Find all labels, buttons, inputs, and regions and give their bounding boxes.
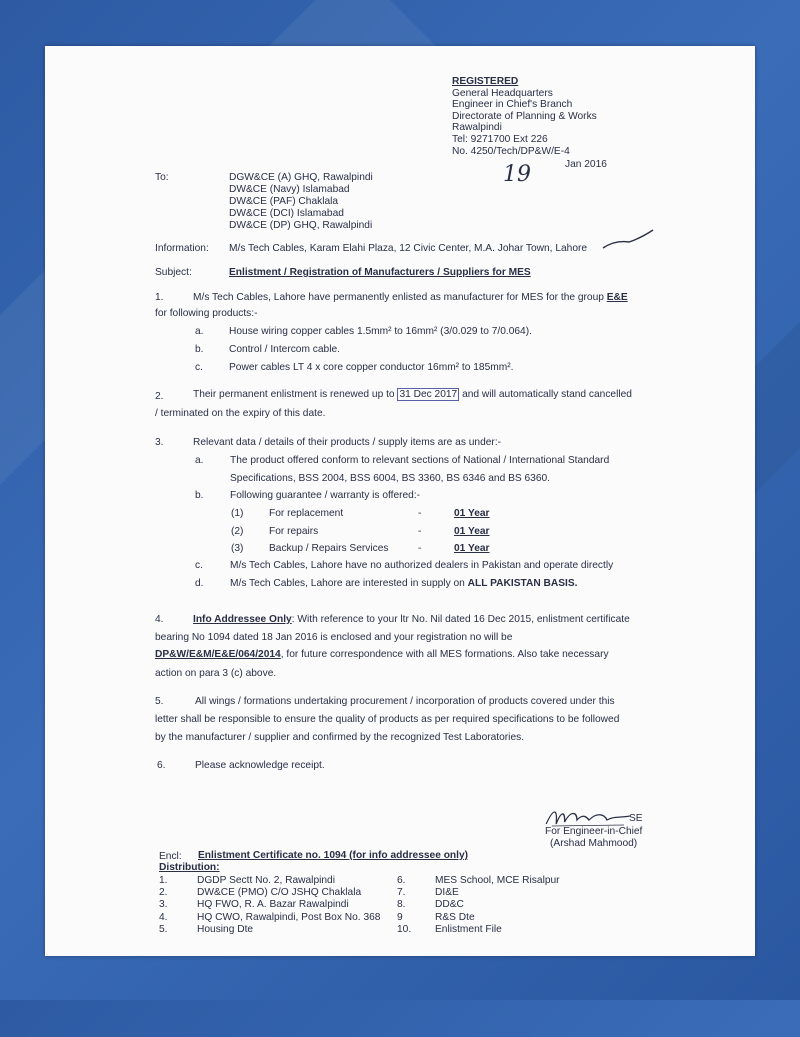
list-item: [159, 912, 380, 924]
list-marker: d.: [195, 578, 204, 589]
dist-text: DD&C: [435, 899, 464, 911]
signatory-for: For Engineer-in-Chief: [545, 826, 643, 837]
para4-line: [193, 614, 630, 626]
dist-text: DI&E: [435, 887, 459, 899]
signatory-name: (Arshad Mahmood): [550, 838, 638, 849]
dist-num: 9: [397, 911, 403, 923]
warranty-item: For replacement: [269, 508, 344, 519]
list-item: [159, 924, 380, 936]
recipient-line: DW&CE (Navy) Islamabad: [229, 184, 350, 195]
registration-number: DP&W/E&M/E&E/064/2014: [155, 649, 281, 660]
warranty-dash: -: [418, 508, 422, 519]
para2-text-c: / terminated on the expiry of this date.: [155, 408, 326, 419]
dist-num: 3.: [159, 899, 168, 911]
signatory-rank: SE: [629, 813, 643, 824]
expiry-date: 31 Dec 2017: [399, 389, 458, 400]
subject-label: Subject:: [155, 267, 192, 278]
dist-text: R&S Dte: [435, 911, 475, 923]
warranty-period: 01 Year: [454, 526, 490, 537]
dist-num: 8.: [397, 899, 406, 911]
dist-num: 10.: [397, 923, 412, 935]
dist-num: 1.: [159, 875, 168, 886]
para1-text-b: for following products:-: [155, 308, 258, 319]
dist-text: MES School, MCE Risalpur: [435, 875, 560, 886]
para1-text-a: M/s Tech Cables, Lahore have permanently enlisted as manufacturer for MES for the group: [193, 292, 604, 303]
warranty-dash: -: [418, 526, 422, 537]
information-text: M/s Tech Cables, Karam Elahi Plaza, 12 Civic Center, M.A. Johar Town, Lahore: [229, 243, 588, 254]
para1-text: [193, 292, 628, 304]
para3-d-plain: M/s Tech Cables, Lahore are interested in supply on: [230, 578, 465, 589]
para4-line1: : With reference to your ltr No. Nil dated 16 Dec 2015, enlistment certificate: [291, 614, 630, 625]
para4-line4: action on para 3 (c) above.: [155, 668, 277, 679]
list-marker: c.: [195, 560, 203, 571]
list-item: [397, 875, 560, 887]
list-marker: b.: [195, 490, 204, 501]
para-number: 3.: [155, 437, 164, 448]
list-marker: a.: [195, 455, 204, 466]
distribution-list-right: [397, 875, 560, 936]
list-item: [159, 887, 380, 899]
product-item: Control / Intercom cable.: [229, 344, 340, 355]
dist-num: 5.: [159, 923, 168, 935]
para3-a-line: Specifications, BSS 2004, BSS 6004, BS 3360, BS 6346 and BS 6360.: [230, 473, 550, 484]
warranty-num: (2): [231, 526, 244, 537]
letter-date: Jan 2016: [565, 159, 607, 170]
list-item: [397, 912, 560, 924]
dist-text: DW&CE (PMO) C/O JSHQ Chaklala: [197, 887, 362, 899]
dist-text: Housing Dte: [197, 923, 254, 935]
list-marker: b.: [195, 344, 204, 355]
warranty-item: For repairs: [269, 526, 319, 537]
information-label: Information:: [155, 243, 209, 254]
dist-num: 6.: [397, 875, 406, 886]
para3-d-bold: ALL PAKISTAN BASIS.: [467, 578, 578, 589]
group-label: E&E: [606, 292, 628, 303]
recipient-line: DW&CE (PAF) Chaklala: [229, 196, 339, 207]
registered-label: REGISTERED: [452, 76, 519, 87]
para3-intro: Relevant data / details of their products / supply items are as under:-: [193, 437, 502, 448]
warranty-period: 01 Year: [454, 543, 490, 554]
dist-num: 7.: [397, 887, 406, 899]
list-item: [397, 899, 560, 911]
para-number: 1.: [155, 292, 164, 303]
para5-line2: letter shall be responsible to ensure the quality of products as per required specifications to be followed: [155, 714, 620, 725]
distribution-label: Distribution:: [159, 862, 220, 873]
para5-line1: All wings / formations undertaking procurement / incorporation of products covered under this: [195, 696, 615, 707]
warranty-item: Backup / Repairs Services: [269, 543, 389, 554]
dist-num: 4.: [159, 911, 168, 923]
letter-page: [45, 46, 755, 956]
distribution-list-left: [159, 875, 380, 936]
list-item: [159, 899, 380, 911]
list-marker: c.: [195, 362, 203, 373]
dist-text: HQ FWO, R. A. Bazar Rawalpindi: [197, 899, 349, 911]
para-number: 4.: [155, 614, 164, 625]
letterhead-line: Tel: 9271700 Ext 226: [452, 133, 548, 145]
list-marker: a.: [195, 326, 204, 337]
para3-b-text: Following guarantee / warranty is offered:-: [230, 490, 421, 501]
encl-text: Enlistment Certificate no. 1094 (for info addressee only): [198, 850, 469, 861]
list-item: [397, 887, 560, 899]
letterhead-line: General Headquarters: [452, 87, 553, 99]
list-item: [159, 875, 380, 887]
warranty-period: 01 Year: [454, 508, 490, 519]
letterhead-line: Engineer in Chief's Branch: [452, 99, 573, 111]
handwritten-date-day: 19: [503, 162, 531, 187]
letterhead-line: Directorate of Planning & Works: [452, 110, 597, 122]
list-item: [397, 924, 560, 936]
subject-text: Enlistment / Registration of Manufacturers / Suppliers for MES: [229, 267, 531, 278]
para6-text: Please acknowledge receipt.: [195, 760, 325, 771]
para-number: 6.: [157, 760, 166, 771]
encl-label: Encl:: [159, 851, 182, 862]
dist-text: HQ CWO, Rawalpindi, Post Box No. 368: [197, 911, 381, 923]
para5-line3: by the manufacturer / supplier and confirmed by the recognized Test Laboratories.: [155, 732, 525, 743]
tick-mark-icon: [601, 228, 657, 252]
warranty-num: (1): [231, 508, 244, 519]
para4-line: [155, 649, 609, 661]
para2-text: [193, 389, 632, 401]
para4-line3: , for future correspondence with all MES formations. Also take necessary: [280, 649, 609, 660]
product-item: Power cables LT 4 x core copper conductor 16mm² to 185mm².: [229, 362, 514, 373]
warranty-dash: -: [418, 543, 422, 554]
warranty-num: (3): [231, 543, 244, 554]
para4-title: Info Addressee Only: [193, 614, 292, 625]
dist-text: DGDP Sectt No. 2, Rawalpindi: [197, 875, 335, 886]
para4-line2: bearing No 1094 dated 18 Jan 2016 is enclosed and your registration no will be: [155, 632, 513, 643]
dist-text: Enlistment File: [435, 923, 502, 935]
letterhead: [452, 76, 597, 157]
para3-c-text: M/s Tech Cables, Lahore have no authorized dealers in Pakistan and operate directly: [230, 560, 614, 571]
recipient-line: DW&CE (DP) GHQ, Rawalpindi: [229, 220, 373, 231]
recipient-line: DW&CE (DCI) Islamabad: [229, 208, 344, 219]
para3-a-line: The product offered conform to relevant sections of National / International Standard: [230, 455, 610, 466]
to-label: To:: [155, 172, 169, 183]
para2-text-b: and will automatically stand cancelled: [462, 389, 632, 400]
para-number: 5.: [155, 696, 164, 707]
letterhead-line: No. 4250/Tech/DP&W/E-4: [452, 145, 570, 157]
letterhead-line: Rawalpindi: [452, 122, 502, 134]
recipient-line: DGW&CE (A) GHQ, Rawalpindi: [229, 172, 373, 183]
dist-num: 2.: [159, 887, 168, 899]
para2-text-a: Their permanent enlistment is renewed up to: [193, 389, 395, 400]
para-number: 2.: [155, 391, 164, 402]
product-item: House wiring copper cables 1.5mm² to 16mm² (3/0.029 to 7/0.064).: [229, 326, 532, 337]
para3-d-text: [230, 578, 577, 590]
